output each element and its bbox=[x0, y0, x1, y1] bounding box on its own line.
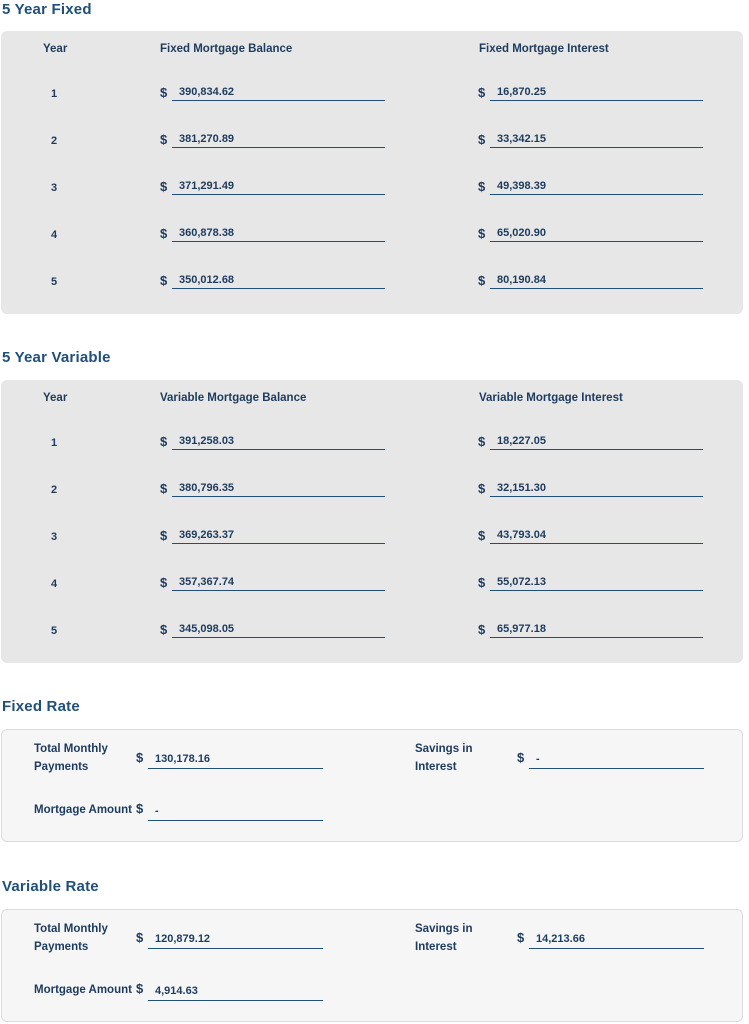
header-fixed-interest: Fixed Mortgage Interest bbox=[479, 43, 609, 55]
label-line: Savings in bbox=[415, 923, 473, 935]
variable-interest-field[interactable]: 55,072.13 bbox=[490, 576, 703, 591]
table-row bbox=[1, 226, 743, 249]
header-variable-interest: Variable Mortgage Interest bbox=[479, 392, 623, 404]
variable-balance-field[interactable]: 369,263.37 bbox=[172, 529, 385, 544]
fixed-balance-field[interactable]: 350,012.68 bbox=[172, 274, 385, 289]
savings-in-interest-field[interactable]: 14,213.66 bbox=[529, 933, 704, 949]
dollar-sign: $ bbox=[478, 528, 486, 543]
section-title-5-year-fixed: 5 Year Fixed bbox=[2, 1, 92, 18]
table-row bbox=[1, 481, 743, 504]
dollar-sign: $ bbox=[160, 575, 168, 590]
fixed-balance-field[interactable]: 360,878.38 bbox=[172, 227, 385, 242]
header-fixed-balance: Fixed Mortgage Balance bbox=[160, 43, 293, 55]
dollar-sign: $ bbox=[160, 179, 168, 194]
fixed-5-year-panel bbox=[1, 31, 743, 314]
fixed-interest-field[interactable]: 65,020.90 bbox=[490, 227, 703, 242]
dollar-sign: $ bbox=[160, 622, 168, 637]
total-monthly-payments-field[interactable]: 130,178.16 bbox=[148, 753, 323, 769]
table-row bbox=[1, 85, 743, 108]
dollar-sign: $ bbox=[478, 575, 486, 590]
year-number: 4 bbox=[51, 578, 58, 590]
section-title-variable-rate: Variable Rate bbox=[2, 878, 99, 895]
dollar-sign: $ bbox=[478, 273, 486, 288]
table-row bbox=[1, 622, 743, 645]
variable-interest-field[interactable]: 32,151.30 bbox=[490, 482, 703, 497]
table-row bbox=[1, 434, 743, 457]
variable-balance-field[interactable]: 391,258.03 bbox=[172, 435, 385, 450]
header-variable-balance: Variable Mortgage Balance bbox=[160, 392, 307, 404]
table-row bbox=[1, 575, 743, 598]
total-monthly-payments-label bbox=[34, 920, 108, 956]
fixed-balance-field[interactable]: 381,270.89 bbox=[172, 133, 385, 148]
variable-interest-field[interactable]: 18,227.05 bbox=[490, 435, 703, 450]
label-line: Payments bbox=[34, 941, 89, 953]
dollar-sign: $ bbox=[136, 801, 144, 816]
header-year: Year bbox=[43, 392, 68, 404]
label-line: Interest bbox=[415, 761, 457, 773]
label-line: Total Monthly bbox=[34, 743, 108, 755]
dollar-sign: $ bbox=[478, 622, 486, 637]
variable-interest-field[interactable]: 65,977.18 bbox=[490, 623, 703, 638]
label-line: Total Monthly bbox=[34, 923, 108, 935]
dollar-sign: $ bbox=[136, 750, 144, 765]
fixed-interest-field[interactable]: 16,870.25 bbox=[490, 86, 703, 101]
variable-rate-summary-panel bbox=[1, 909, 743, 1022]
mortgage-amount-field[interactable]: 4,914.63 bbox=[148, 985, 323, 1001]
dollar-sign: $ bbox=[160, 85, 168, 100]
variable-balance-field[interactable]: 345,098.05 bbox=[172, 623, 385, 638]
dollar-sign: $ bbox=[478, 434, 486, 449]
total-monthly-payments-label bbox=[34, 740, 108, 776]
year-number: 2 bbox=[51, 484, 58, 496]
label-line: Savings in bbox=[415, 743, 473, 755]
dollar-sign: $ bbox=[478, 85, 486, 100]
dollar-sign: $ bbox=[478, 179, 486, 194]
dollar-sign: $ bbox=[517, 930, 525, 945]
dollar-sign: $ bbox=[160, 481, 168, 496]
year-number: 2 bbox=[51, 135, 58, 147]
table-row bbox=[1, 132, 743, 155]
label-line: Interest bbox=[415, 941, 457, 953]
year-number: 5 bbox=[51, 276, 58, 288]
table-row bbox=[1, 528, 743, 551]
mortgage-amount-label: Mortgage Amount bbox=[34, 804, 132, 816]
year-number: 5 bbox=[51, 625, 58, 637]
dollar-sign: $ bbox=[160, 132, 168, 147]
dollar-sign: $ bbox=[160, 528, 168, 543]
variable-5-year-panel bbox=[1, 380, 743, 663]
dollar-sign: $ bbox=[160, 226, 168, 241]
dollar-sign: $ bbox=[136, 930, 144, 945]
total-monthly-payments-field[interactable]: 120,879.12 bbox=[148, 933, 323, 949]
variable-interest-field[interactable]: 43,793.04 bbox=[490, 529, 703, 544]
section-title-5-year-variable: 5 Year Variable bbox=[2, 349, 111, 366]
fixed-interest-field[interactable]: 49,398.39 bbox=[490, 180, 703, 195]
fixed-interest-field[interactable]: 80,190.84 bbox=[490, 274, 703, 289]
dollar-sign: $ bbox=[517, 750, 525, 765]
savings-in-interest-label bbox=[415, 920, 473, 956]
fixed-rate-summary-panel bbox=[1, 729, 743, 842]
dollar-sign: $ bbox=[478, 132, 486, 147]
savings-in-interest-field[interactable]: - bbox=[529, 753, 704, 769]
label-line: Payments bbox=[34, 761, 89, 773]
header-year: Year bbox=[43, 43, 68, 55]
table-row bbox=[1, 179, 743, 202]
fixed-interest-field[interactable]: 33,342.15 bbox=[490, 133, 703, 148]
fixed-balance-field[interactable]: 390,834.62 bbox=[172, 86, 385, 101]
year-number: 4 bbox=[51, 229, 58, 241]
mortgage-amount-label: Mortgage Amount bbox=[34, 984, 132, 996]
variable-balance-field[interactable]: 380,796.35 bbox=[172, 482, 385, 497]
year-number: 3 bbox=[51, 531, 58, 543]
variable-balance-field[interactable]: 357,367.74 bbox=[172, 576, 385, 591]
table-row bbox=[1, 273, 743, 296]
savings-in-interest-label bbox=[415, 740, 473, 776]
fixed-balance-field[interactable]: 371,291.49 bbox=[172, 180, 385, 195]
dollar-sign: $ bbox=[136, 981, 144, 996]
year-number: 3 bbox=[51, 182, 58, 194]
dollar-sign: $ bbox=[478, 226, 486, 241]
dollar-sign: $ bbox=[478, 481, 486, 496]
dollar-sign: $ bbox=[160, 434, 168, 449]
year-number: 1 bbox=[51, 437, 58, 449]
year-number: 1 bbox=[51, 88, 58, 100]
section-title-fixed-rate: Fixed Rate bbox=[2, 698, 80, 715]
dollar-sign: $ bbox=[160, 273, 168, 288]
mortgage-amount-field[interactable]: - bbox=[148, 805, 323, 821]
